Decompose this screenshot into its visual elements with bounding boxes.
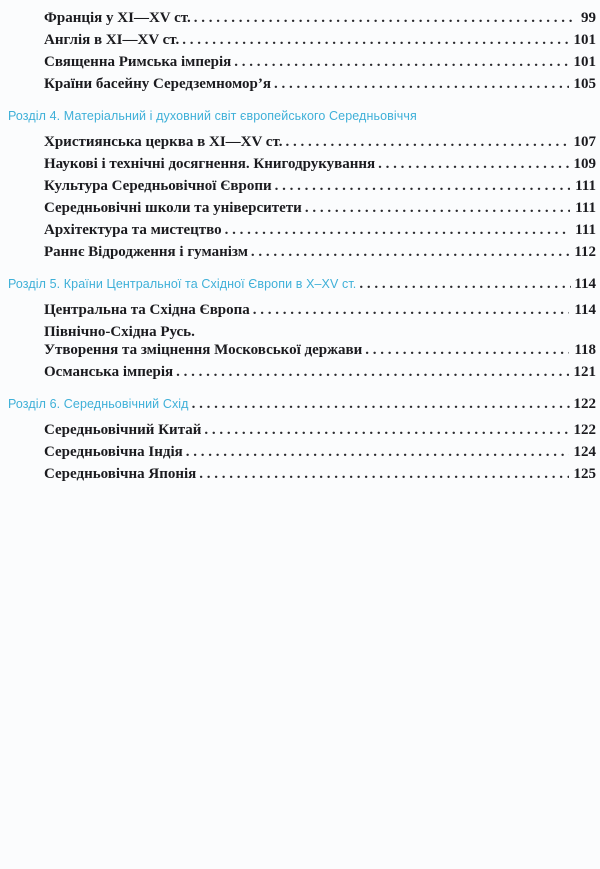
dot-leader <box>199 466 568 482</box>
toc-entry-culture[interactable] <box>44 172 596 194</box>
dot-leader <box>378 156 568 172</box>
entry-page: 125 <box>573 466 596 482</box>
toc-entry-science-printing[interactable] <box>44 150 596 172</box>
toc-entry-schools-universities[interactable] <box>44 194 596 216</box>
entry-page: 111 <box>575 178 596 194</box>
dot-leader <box>359 276 571 292</box>
dot-leader <box>285 134 568 150</box>
toc-entry-moscow-state[interactable] <box>44 336 596 358</box>
dot-leader <box>365 342 569 358</box>
entry-title: Англія в XI—XV ст. <box>44 32 180 48</box>
entry-page: 105 <box>573 76 596 92</box>
toc-entry-early-renaissance[interactable] <box>44 238 596 260</box>
entry-title: Утворення та зміцнення Московської держави <box>44 342 363 358</box>
entry-title: Османська імперія <box>44 364 174 380</box>
dot-leader <box>176 364 568 380</box>
entry-page: 112 <box>574 244 596 260</box>
dot-leader <box>275 178 571 194</box>
entry-title: Наукові і технічні досягнення. Книгодрукування <box>44 156 376 172</box>
entry-page: 121 <box>573 364 596 380</box>
entry-page: 111 <box>575 222 596 238</box>
entry-title: Середньовічний Китай <box>44 422 202 438</box>
section-heading-4[interactable] <box>8 102 596 124</box>
toc-entry-holy-roman-empire[interactable] <box>44 48 596 70</box>
section-page: 114 <box>574 276 596 292</box>
entry-title: Раннє Відродження і гуманізм <box>44 244 248 260</box>
section-title: Розділ 4. Матеріальний і духовний світ європейського Середньовіччя <box>8 109 417 123</box>
section-page: 122 <box>573 396 596 412</box>
entry-page: 99 <box>581 10 596 26</box>
section-heading-5[interactable] <box>8 270 596 292</box>
dot-leader <box>194 10 576 26</box>
dot-leader <box>234 54 568 70</box>
dot-leader <box>186 444 569 460</box>
entry-page: 124 <box>573 444 596 460</box>
entry-title: Середньовічна Індія <box>44 444 183 460</box>
dot-leader <box>305 200 570 216</box>
entry-title: Північно-Східна Русь. <box>44 324 195 340</box>
entry-title: Франція у XI—XV ст. <box>44 10 191 26</box>
dot-leader <box>204 422 568 438</box>
entry-title: Середньовічна Японія <box>44 466 197 482</box>
toc-entry-india[interactable] <box>44 438 596 460</box>
dot-leader <box>225 222 571 238</box>
toc-entry-architecture-art[interactable] <box>44 216 596 238</box>
toc-entry-japan[interactable] <box>44 460 596 482</box>
toc-entry-england[interactable] <box>44 26 596 48</box>
entry-title: Архітектура та мистецтво <box>44 222 222 238</box>
entry-title: Християнська церква в XI—XV ст. <box>44 134 283 150</box>
entry-title: Країни басейну Середземномор’я <box>44 76 271 92</box>
entry-title: Центральна та Східна Європа <box>44 302 250 318</box>
toc-entry-central-eastern-europe[interactable] <box>44 296 596 318</box>
dot-leader <box>253 302 570 318</box>
entry-title: Середньовічні школи та університети <box>44 200 302 216</box>
entry-page: 107 <box>573 134 596 150</box>
dot-leader <box>274 76 569 92</box>
toc-entry-christian-church[interactable] <box>44 128 596 150</box>
dot-leader <box>192 396 571 412</box>
entry-page: 122 <box>573 422 596 438</box>
toc-entry-mediterranean[interactable] <box>44 70 596 92</box>
entry-title: Священна Римська імперія <box>44 54 232 70</box>
dot-leader <box>251 244 569 260</box>
entry-page: 114 <box>574 302 596 318</box>
section-heading-6[interactable] <box>8 390 596 412</box>
entry-page: 111 <box>575 200 596 216</box>
entry-page: 101 <box>573 54 596 70</box>
entry-title: Культура Середньовічної Європи <box>44 178 272 194</box>
section-title: Розділ 6. Середньовічний Схід <box>8 397 189 411</box>
entry-page: 118 <box>574 342 596 358</box>
section-title: Розділ 5. Країни Центральної та Східної Європи в X–XV ст. <box>8 277 357 291</box>
toc-entry-ottoman-empire[interactable] <box>44 358 596 380</box>
entry-page: 101 <box>573 32 596 48</box>
toc-entry-china[interactable] <box>44 416 596 438</box>
dot-leader <box>182 32 568 48</box>
toc-entry-france[interactable] <box>44 4 596 26</box>
entry-page: 109 <box>573 156 596 172</box>
